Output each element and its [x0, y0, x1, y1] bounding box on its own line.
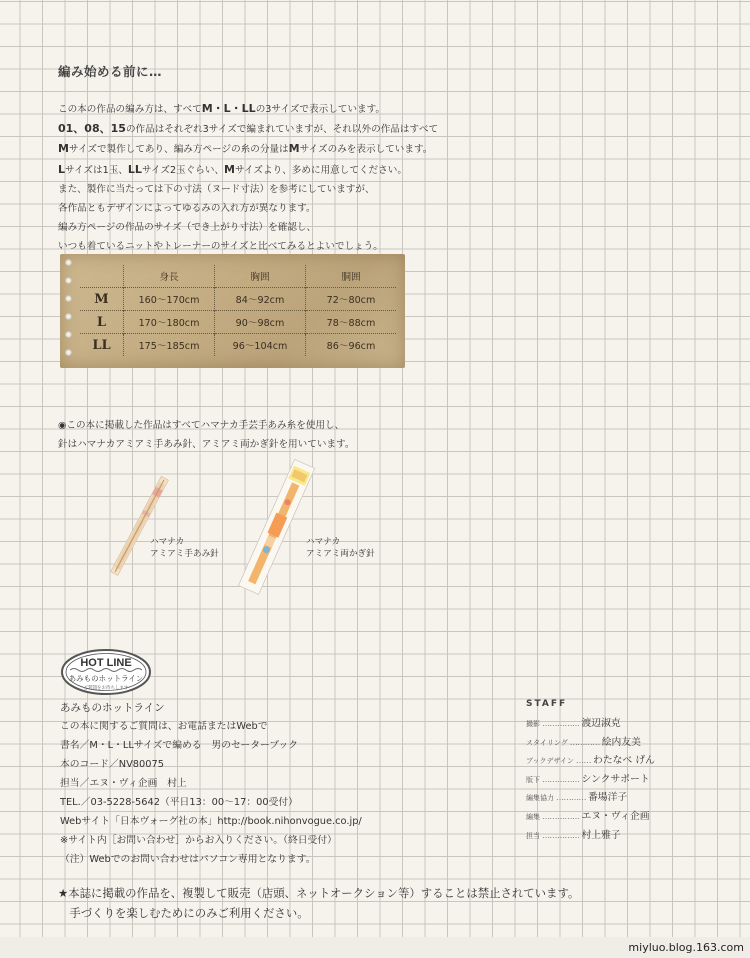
staff-row: スタイリング ………… 絵内友美: [526, 736, 641, 748]
product-1-name: アミアミ手あみ針: [150, 549, 219, 559]
hotline-title: あみものホットライン: [60, 702, 165, 714]
hotline-line: 本のコード／NV80075: [60, 759, 164, 770]
materials-line-2: 針はハマナカアミアミ手あみ針、アミアミ両かぎ針を用いています。: [58, 438, 355, 450]
staff-list: [526, 715, 655, 845]
materials-line-1: ◉この本に掲載した作品はすべてハマナカ手芸手あみ糸を使用し、: [58, 420, 345, 431]
staff-title: STAFF: [526, 699, 568, 709]
materials-note: [58, 417, 354, 454]
svg-text:ご質問をお待ちします: ご質問をお待ちします: [83, 686, 129, 691]
col-chest-header: 胸囲: [215, 265, 306, 288]
hotline-line: 担当／エヌ・ヴィ企画 村上: [60, 778, 187, 789]
hotline-line: TEL.／03-5228-5642（平日13：00〜17：00受付）: [60, 797, 298, 808]
table-row: [80, 311, 396, 334]
intro-line-7: 編み方ページの作品のサイズ（でき上がり寸法）を確認し、: [58, 222, 317, 234]
product-2-brand: ハマナカ: [306, 537, 341, 547]
svg-text:あみものホットライン: あみものホットライン: [68, 674, 144, 683]
intro-line-3: Mサイズで製作してあり、編み方ページの糸の分量はMサイズのみを表示しています。: [58, 142, 433, 156]
hotline-line: Webサイト「日本ヴォーグ社の本」http://book.nihonvogue.co.jp/: [60, 816, 362, 827]
col-waist-header: 胴囲: [341, 272, 361, 283]
hotline-logo: [60, 648, 152, 696]
chest-cell: 90〜98cm: [215, 311, 306, 334]
crochet-hook-image: [232, 456, 322, 596]
product-caption-2: [306, 536, 375, 560]
intro-line-5: また、製作に当たっては下の寸法（ヌード寸法）を参考にしていますが、: [58, 183, 375, 195]
chest-cell: 84〜92cm: [215, 288, 306, 311]
intro-line-6: 各作品ともデザインによってゆるみの入れ方が異なります。: [58, 203, 316, 215]
chest-cell: 96〜104cm: [215, 334, 306, 357]
product-2-name: アミアミ両かぎ針: [306, 549, 375, 559]
intro-line-2: 01、08、15の作品はそれぞれ3サイズで編まれていますが、それ以外の作品はすべて: [58, 122, 439, 136]
height-cell: 160〜170cm: [124, 288, 215, 311]
staff-row: 版下 …………… シンクサポート: [526, 773, 650, 785]
height-cell: 175〜185cm: [124, 334, 215, 357]
size-label: LL: [80, 334, 124, 357]
staff-row: 撮影 …………… 渡辺淑克: [526, 718, 621, 729]
warning-line-1: ★本誌に掲載の作品を、複製して販売（店頭、ネットオークション等）することは禁止されています。: [58, 886, 580, 900]
warning-line-2: 手づくりを楽しむためにのみご利用ください。: [58, 906, 309, 920]
intro-line-4: Lサイズは1玉、LLサイズ2玉ぐらい、Mサイズより、多めに用意してください。: [58, 162, 407, 176]
waist-cell: 78〜88cm: [306, 311, 397, 334]
size-label: M: [80, 288, 124, 311]
copyright-warning: [58, 883, 579, 923]
waist-cell: 72〜80cm: [306, 288, 397, 311]
height-cell: 170〜180cm: [124, 311, 215, 334]
intro-line-1: この本の作品の編み方は、すべてM・L・LLの3サイズで表示しています。: [58, 102, 385, 115]
hotline-line: 書名／M・L・LLサイズで編める 男のセーターブック: [60, 740, 299, 751]
staff-row: 編集協力 ………… 番場洋子: [526, 792, 628, 804]
staff-row: 編集 …………… エヌ・ヴィ企画: [526, 810, 650, 822]
size-table: [80, 265, 396, 356]
intro-line-8: いつも着ているニットやトレーナーのサイズと比べてみるとよいでしょう。: [58, 241, 383, 253]
knitting-needle-image: [110, 470, 170, 580]
page-heading: 編み始める前に…: [58, 64, 163, 79]
intro-text: [58, 99, 438, 257]
table-row: [80, 334, 396, 357]
hotline-line: （注）Webでのお問い合わせはパソコン専用となります。: [60, 854, 316, 865]
hotline-line: ※サイト内［お問い合わせ］からお入りください。（終日受付）: [60, 835, 337, 846]
svg-text:HOT LINE: HOT LINE: [80, 657, 132, 669]
staff-row: ブックデザイン …… わたなべ げん: [526, 755, 655, 767]
size-chart-card: [60, 254, 405, 368]
product-1-brand: ハマナカ: [150, 537, 185, 547]
hotline-details: [60, 717, 362, 869]
watermark: miyluo.blog.163.com: [628, 941, 744, 954]
size-label: L: [80, 311, 124, 334]
product-caption-1: [150, 536, 219, 560]
size-table-header: [80, 265, 396, 288]
col-height-header: 身長: [124, 265, 215, 288]
staff-row: 担当 …………… 村上雅子: [526, 829, 621, 841]
hotline-line: この本に関するご質問は、お電話またはWebで: [60, 721, 268, 732]
binder-holes: [65, 254, 73, 368]
waist-cell: 86〜96cm: [306, 334, 397, 357]
table-row: [80, 288, 396, 311]
